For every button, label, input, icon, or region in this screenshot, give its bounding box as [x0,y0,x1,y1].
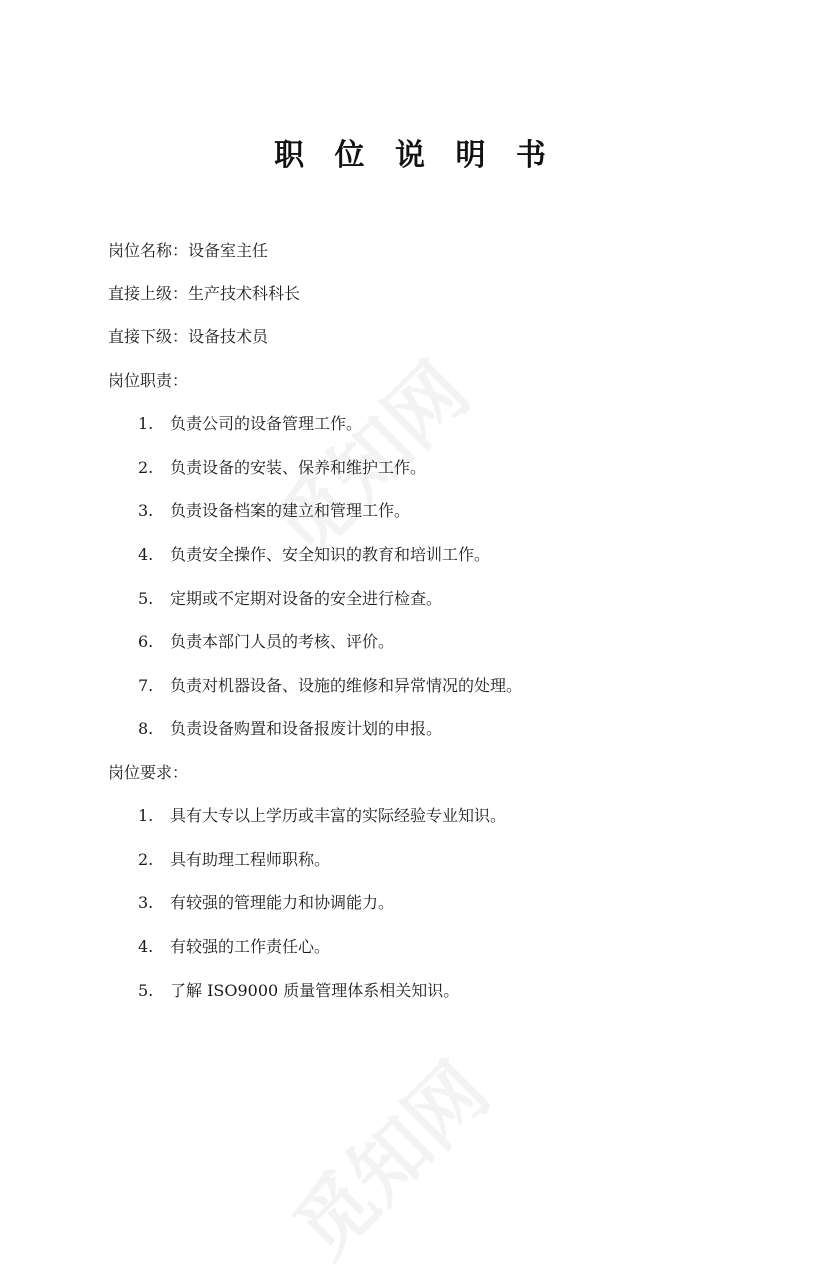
field-value: 设备技术员 [188,327,269,346]
watermark [265,1034,510,1278]
item-number: 1. [138,806,154,825]
item-number: 4. [138,937,154,956]
field-value: 生产技术科科长 [188,284,301,303]
field-label: 直接下级： [108,327,189,346]
item-text: 具有助理工程师职称。 [170,850,331,869]
document-title: 职 位 说 明 书 [274,138,556,173]
item-number: 5. [138,981,154,1000]
duty-item [138,457,426,479]
item-text: 有较强的管理能力和协调能力。 [170,893,395,912]
field-position-name [108,240,268,262]
item-number: 2. [138,850,154,869]
item-text: 有较强的工作责任心。 [170,937,331,956]
duty-item [138,718,442,740]
watermark [245,334,490,579]
item-number: 3. [138,501,154,520]
item-text: 负责设备购置和设备报废计划的申报。 [170,719,443,738]
item-text: 负责安全操作、安全知识的教育和培训工作。 [170,545,491,564]
item-text: 了解 ISO9000 质量管理体系相关知识。 [170,981,460,1000]
item-text: 负责设备的安装、保养和维护工作。 [170,458,427,477]
item-text: 具有大专以上学历或丰富的实际经验专业知识。 [170,806,507,825]
item-number: 6. [138,632,154,651]
item-number: 8. [138,719,154,738]
item-number: 3. [138,893,154,912]
item-number: 5. [138,589,154,608]
item-text: 负责对机器设备、设施的维修和异常情况的处理。 [170,676,523,695]
duty-item [138,500,410,522]
item-number: 1. [138,414,154,433]
duty-item [138,588,442,610]
field-label: 直接上级： [108,284,189,303]
field-value: 设备室主任 [188,241,269,260]
item-number: 2. [138,458,154,477]
requirement-item [138,849,330,871]
item-text: 负责本部门人员的考核、评价。 [170,632,395,651]
field-direct-subordinate [108,326,268,348]
item-text: 负责设备档案的建立和管理工作。 [170,501,411,520]
item-text: 负责公司的设备管理工作。 [170,414,363,433]
duty-item [138,675,522,697]
requirements-heading: 岗位要求： [108,763,189,782]
field-direct-superior [108,283,300,305]
duties-heading: 岗位职责： [108,371,189,390]
requirement-item [138,805,506,827]
duty-item [138,631,394,653]
requirement-item [138,936,330,958]
field-label: 岗位名称： [108,241,189,260]
item-number: 7. [138,676,154,695]
item-text: 定期或不定期对设备的安全进行检查。 [170,589,443,608]
duty-item [138,544,490,566]
requirement-item [138,980,459,1002]
item-number: 4. [138,545,154,564]
duty-item [138,413,362,435]
requirement-item [138,892,394,914]
